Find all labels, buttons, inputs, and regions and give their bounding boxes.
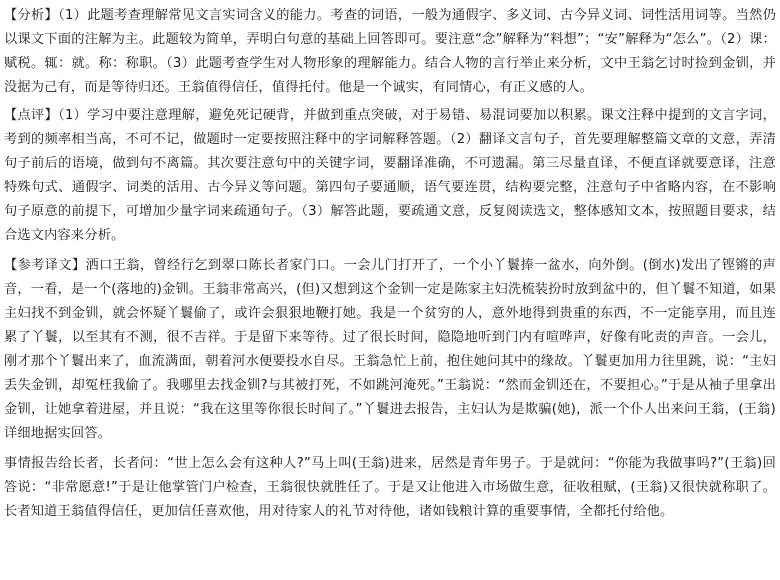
translation-paragraph	[4, 254, 776, 446]
translation-tag: 【参考译文】	[4, 258, 86, 273]
analysis-paragraph	[4, 4, 776, 100]
comment-tag: 【点评】	[4, 108, 59, 123]
analysis-tag: 【分析】	[4, 8, 59, 23]
translation-continuation-text: 事情报告给长者，长者问：“世上怎么会有这种人?”马上叫(王翁)进来，居然是青年男子。于是就问：“你能为我做事吗?”(王翁)回答说：“非常愿意!”于是让他掌管门户检查，王翁很快就胜任了。于是又让他进入市场做生意，征收租赋，(王翁)又很快就称职了。长者知道王翁值得信任，更加信任喜欢他，用对待家人的礼节对待他，诸如钱粮计算的重要事情，全都托付给他。	[4, 456, 776, 519]
translation-continuation-paragraph	[4, 452, 776, 524]
comment-paragraph	[4, 104, 776, 248]
comment-text: （1）学习中要注意理解，避免死记硬背，并做到重点突破，对于易错、易混词要加以积累。课文注释中提到的文言字词，考到的频率相当高，不可不记，做题时一定要按照注释中的字词解释答题。（2）翻译文言句子，首先要理解整篇文章的文意，弄清句子前后的语境，做到句不离篇。其次要注意句中的关键字词，要翻译准确，不可遗漏。第三尽量直译，不便直译就要意译，注意特殊句式、通假字、词类的活用、古今异义等问题。第四句子要通顺，语气要连贯，结构要完整，注意句子中省略内容，在不影响句子原意的前提下，可增加少量字词来疏通句子。（3）解答此题，要疏通文意，反复阅读选文，整体感知文本，按照题目要求，结合选文内容来分析。	[4, 108, 776, 243]
translation-text: 洒口王翁，曾经行乞到翠口陈长者家门口。一会儿门打开了，一个小丫鬟捧一盆水，向外倒。(倒水)发出了铿锵的声音，一看，是一个(落地的)金钏。王翁非常高兴，(但)又想到这个金钏一定是陈家主妇洗梳装扮时放到盆中的，但丫鬟不知道，如果主妇找不到金钏，就会怀疑丫鬟偷了，或许会狠狠地鞭打她。我是一个贫穷的人，意外地得到贵重的东西，不一定能享用，而且连累了丫鬟，以至其有不测，很不吉祥。于是留下来等待。过了很长时间，隐隐地听到门内有喧哗声，好像有叱责的声音。一会儿，刚才那个丫鬟出来了，血流满面，朝着河水便要投水自尽。王翁急忙上前，抱住她问其中的缘故。丫鬟更加用力往里跳，说：“主妇丢失金钏，却冤枉我偷了。我哪里去找金钏?与其被打死，不如跳河淹死。”王翁说：“然而金钏还在，不要担心。”于是从袖子里拿出金钏，让她拿着进屋，并且说：“我在这里等你很长时间了。”丫鬟进去报告，主妇认为是欺骗(她)，派一个仆人出来问王翁，(王翁)详细地据实回答。	[4, 258, 776, 441]
analysis-text: （1）此题考查理解常见文言实词含义的能力。考查的词语，一般为通假字、多义词、古今异义词、词性活用词等。当然仍以课文下面的注解为主。此题较为简单，弄明白句意的基础上回答即可。要注意“念”解释为“料想”；“安”解释为“怎么”。（2）课：赋税。辄：就。称：称职。（3）此题考查学生对人物形象的理解能力。结合人物的言行举止来分析，文中王翁乞讨时捡到金钏，并没据为己有，而是等待归还。王翁值得信任，值得托付。他是一个诚实，有同情心，有正义感的人。	[4, 8, 776, 95]
